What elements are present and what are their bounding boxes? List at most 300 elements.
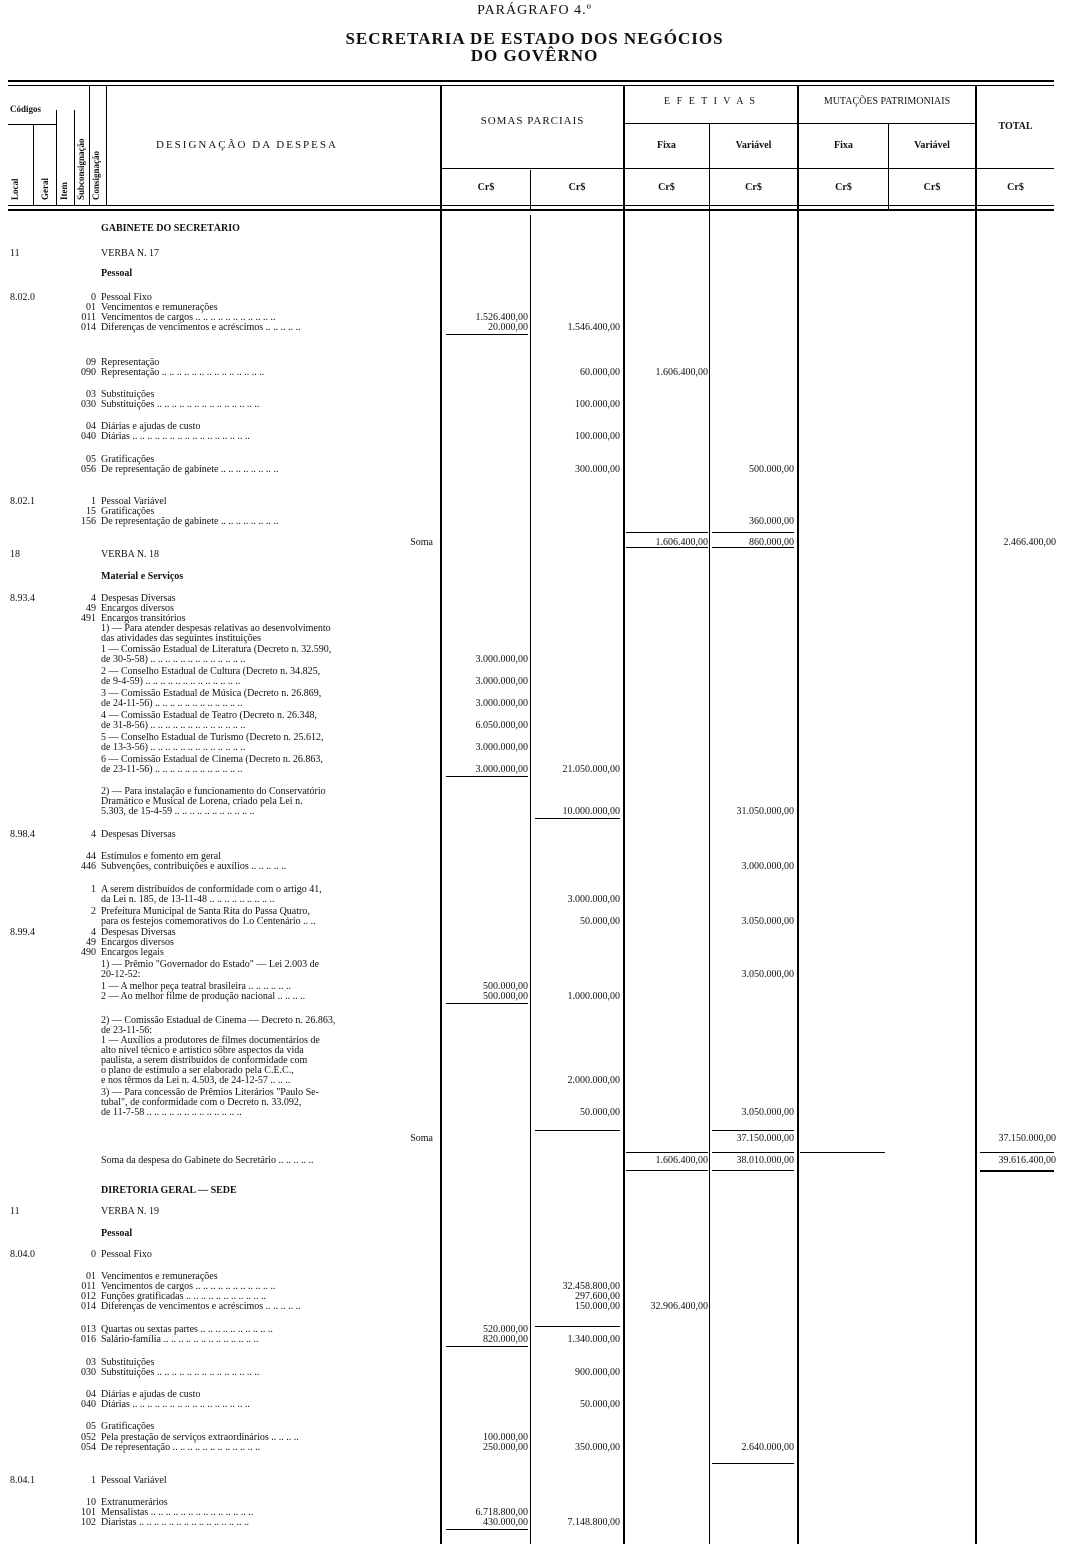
code-geral: 102 [81, 1517, 96, 1528]
code-geral: 016 [81, 1334, 96, 1345]
partial-sum-2: 10.000.000,00 [562, 806, 620, 817]
partial-sum-1: 20.000,00 [488, 322, 528, 333]
description: Despesas Diversas [101, 829, 176, 840]
mutacoes-sub-underline [799, 168, 975, 169]
code-local: 8.04.1 [10, 1475, 35, 1486]
code-local: 11 [10, 248, 20, 259]
partial-sum-2: 300.000,00 [575, 464, 620, 475]
budget-row [0, 916, 1069, 927]
description: 20-12-52: [101, 969, 141, 980]
total-label: TOTAL [998, 121, 1033, 132]
partial-sum-1: 3.000.000,00 [475, 654, 528, 665]
description: Diferenças de vencimentos e acréscimos .. .. .. .. .. [101, 1301, 301, 1312]
description: GABINETE DO SECRETÁRIO [101, 223, 240, 234]
description: Prefeitura Municipal de Santa Rita do Passa Quatro, [101, 906, 310, 917]
description: Extranumerários [101, 1497, 168, 1508]
partial-sum-2: 350.000,00 [575, 1442, 620, 1453]
efetivas-sub-underline [624, 168, 797, 169]
code-line-5 [106, 86, 107, 206]
sum-rule [446, 1529, 528, 1530]
budget-row [0, 1133, 1069, 1144]
budget-row [0, 367, 1069, 378]
description: das atividades das seguintes instituições [101, 633, 261, 644]
code-geral: 4 [91, 593, 96, 604]
budget-row [0, 1155, 1069, 1166]
description: VERBA N. 17 [101, 248, 160, 259]
code-geral: 03 [86, 389, 96, 400]
budget-row [0, 1206, 1069, 1217]
description: Gratificações [101, 454, 155, 465]
budget-row [0, 1517, 1069, 1528]
code-geral: 05 [86, 1421, 96, 1432]
description: 2) — Comissão Estadual de Cinema — Decreto n. 26.863, [101, 1015, 336, 1026]
sum-rule [712, 532, 794, 533]
description: Diárias e ajudas de custo [101, 1389, 201, 1400]
sum-rule [712, 1170, 794, 1171]
efetiva-variavel: 3.050.000,00 [741, 969, 794, 980]
code-local: 8.98.4 [10, 829, 35, 840]
code-geral: 030 [81, 399, 96, 410]
description: de 23-11-56: [101, 1025, 153, 1036]
description: De representação de gabinete .. .. .. .. .. .. .. .. [101, 464, 279, 475]
budget-row [0, 1228, 1069, 1239]
sum-rule [535, 818, 620, 819]
description: 1) — Prêmio "Governador do Estado" — Lei 2.003 de [101, 959, 320, 970]
description: de 24-11-56) .. .. .. .. .. .. .. .. .. .. .. .. [101, 698, 243, 709]
top-rule [8, 80, 1054, 82]
description: Diaristas .. .. .. .. .. .. .. .. .. .. .. .. .. .. .. [101, 1517, 250, 1528]
description: alto nível técnico e artístico sôbre aspectos da vida [101, 1045, 304, 1056]
description: de 30-5-58) .. .. .. .. .. .. .. .. .. .. .. .. .. [101, 654, 246, 665]
description: 2 — Conselho Estadual de Cultura (Decreto n. 34.825, [101, 666, 321, 677]
description: 1) — Para atender despesas relativas ao desenvolvimento [101, 623, 331, 634]
description: 6 — Comissão Estadual de Cinema (Decreto n. 26.863, [101, 754, 323, 765]
description: Representação .. .. .. .. .. .. .. .. .. .. .. .. .. .. [101, 367, 265, 378]
efetiva-fixa: 32.906.400,00 [650, 1301, 708, 1312]
sum-rule [535, 1130, 620, 1131]
description: Pela prestação de serviços extraordinários .. .. .. .. [101, 1432, 299, 1443]
description: 2) — Para instalação e funcionamento do Conservatório [101, 786, 326, 797]
description: Vencimentos de cargos .. .. .. .. .. .. .. .. .. .. .. [101, 312, 276, 323]
partial-sum-1: 500.000,00 [483, 991, 528, 1002]
efetiva-variavel: 500.000,00 [749, 464, 794, 475]
efetiva-variavel: 3.050.000,00 [741, 1107, 794, 1118]
description: Despesas Diversas [101, 593, 176, 604]
code-geral: 040 [81, 1399, 96, 1410]
sum-rule [626, 532, 708, 533]
description: Encargos transitórios [101, 613, 186, 624]
code-local: 8.99.4 [10, 927, 35, 938]
budget-row [0, 431, 1069, 442]
description: Diárias .. .. .. .. .. .. .. .. .. .. .. .. .. .. .. .. [101, 1399, 250, 1410]
description: Encargos legais [101, 947, 164, 958]
sum-rule [800, 1152, 885, 1153]
partial-sum-2: 50.000,00 [580, 1107, 620, 1118]
efetiva-variavel: 860.000,00 [749, 537, 794, 548]
code-geral: 040 [81, 431, 96, 442]
code-geral: 1 [91, 496, 96, 507]
code-geral: 2 [91, 906, 96, 917]
total-value: 39.616.400,00 [998, 1155, 1056, 1166]
description: Gratificações [101, 1421, 155, 1432]
budget-row [0, 1301, 1069, 1312]
description: de 11-7-58 .. .. .. .. .. .. .. .. .. .. .. .. .. [101, 1107, 242, 1118]
description: Mensalistas .. .. .. .. .. .. .. .. .. .. .. .. .. .. [101, 1507, 254, 1518]
code-geral: 03 [86, 1357, 96, 1368]
description: de 23-11-56) .. .. .. .. .. .. .. .. .. .. .. .. [101, 764, 243, 775]
page-title-line2: DO GOVÊRNO [470, 46, 599, 65]
partial-sum-1: 250.000,00 [483, 1442, 528, 1453]
code-geral: 1 [91, 1475, 96, 1486]
top-rule-thin [8, 85, 1054, 86]
budget-row [0, 1421, 1069, 1432]
page-title-line1: SECRETARIA DE ESTADO DOS NEGÓCIOS [345, 29, 724, 48]
description: Substituições .. .. .. .. .. .. .. .. .. .. .. .. .. .. [101, 1367, 260, 1378]
currency-ev: Cr$ [745, 182, 762, 193]
description: VERBA N. 19 [101, 1206, 160, 1217]
total-underline [977, 168, 1054, 169]
sum-rule [446, 776, 528, 777]
budget-row [0, 223, 1069, 234]
code-local: 11 [10, 1206, 20, 1217]
partial-sum-2: 3.000.000,00 [567, 894, 620, 905]
code-geral: 01 [86, 1271, 96, 1282]
budget-row [0, 1185, 1069, 1196]
code-geral: 052 [81, 1432, 96, 1443]
description: 1 — Comissão Estadual de Literatura (Decreto n. 32.590, [101, 644, 332, 655]
description: Soma [410, 537, 433, 548]
partial-sum-2: 32.458.800,00 [562, 1281, 620, 1292]
code-geral: 0 [91, 1249, 96, 1260]
code-geral: 014 [81, 1301, 96, 1312]
partial-sum-1: 3.000.000,00 [475, 676, 528, 687]
partial-sum-2: 50.000,00 [580, 916, 620, 927]
description: 5.303, de 15-4-59 .. .. .. .. .. .. .. .. .. .. .. [101, 806, 255, 817]
code-geral: 030 [81, 1367, 96, 1378]
description: 1 — A melhor peça teatral brasileira .. .. .. .. .. .. [101, 981, 291, 992]
budget-row [0, 894, 1069, 905]
total-value: 37.150.000,00 [998, 1133, 1056, 1144]
partial-sum-1: 520.000,00 [483, 1324, 528, 1335]
description: Estímulos e fomento em geral [101, 851, 221, 862]
code-geral: 090 [81, 367, 96, 378]
description: Pessoal [101, 268, 133, 279]
code-geral: 012 [81, 1291, 96, 1302]
budget-row [0, 1075, 1069, 1086]
budget-row [0, 1475, 1069, 1486]
description: 1 — Auxílios a produtores de filmes documentários de [101, 1035, 320, 1046]
efetivas-label: E F E T I V A S [664, 96, 757, 107]
description: Vencimentos e remunerações [101, 1271, 218, 1282]
code-local: 18 [10, 549, 20, 560]
description: Pessoal Fixo [101, 1249, 152, 1260]
description: Subvenções, contribuições e auxílios .. .. .. .. .. [101, 861, 287, 872]
budget-row [0, 1367, 1069, 1378]
description: de 13-3-56) .. .. .. .. .. .. .. .. .. .. .. .. .. [101, 742, 246, 753]
currency-p2: Cr$ [568, 182, 586, 193]
currency-mv: Cr$ [923, 182, 941, 193]
partial-sum-1: 500.000,00 [483, 981, 528, 992]
partial-sum-2: 1.340.000,00 [567, 1334, 620, 1345]
description: Substituições [101, 389, 155, 400]
partial-sum-2: 150.000,00 [575, 1301, 620, 1312]
description: da Lei n. 185, de 13-11-48 .. .. .. .. .. .. .. .. .. [101, 894, 275, 905]
description: de 31-8-56) .. .. .. .. .. .. .. .. .. .. .. .. .. [101, 720, 246, 731]
code-geral: 10 [86, 1497, 96, 1508]
description: Soma da despesa do Gabinete do Secretário .. .. .. .. .. [101, 1155, 314, 1166]
budget-row [0, 549, 1069, 560]
description: Pessoal Fixo [101, 292, 152, 303]
budget-row [0, 742, 1069, 753]
code-geral: 056 [81, 464, 96, 475]
somas-underline [442, 168, 623, 169]
description: De representação de gabinete .. .. .. .. .. .. .. .. [101, 516, 279, 527]
partial-sum-2: 100.000,00 [575, 399, 620, 410]
codigos-underline [8, 124, 56, 125]
efetiva-variavel: 37.150.000,00 [736, 1133, 794, 1144]
code-geral: 0 [91, 292, 96, 303]
efetivas-underline [624, 123, 797, 124]
budget-row [0, 991, 1069, 1002]
description: Quartas ou sextas partes .. .. .. .. .. .. .. .. .. .. [101, 1324, 273, 1335]
header-rule [8, 205, 1054, 206]
description: de 9-4-59) .. .. .. .. .. .. .. .. .. .. .. .. .. [101, 676, 241, 687]
sum-rule [980, 1152, 1054, 1153]
description: Pessoal Variável [101, 496, 167, 507]
code-geral: 49 [86, 937, 96, 948]
paragraph-heading: PARÁGRAFO 4.º [477, 3, 592, 18]
description: Pessoal [101, 1228, 133, 1239]
partial-sum-1: 6.718.800,00 [475, 1507, 528, 1518]
consignacao-label: Consignação [91, 150, 101, 200]
budget-row [0, 248, 1069, 259]
code-geral: 490 [81, 947, 96, 958]
code-line-2 [56, 110, 57, 206]
budget-row [0, 861, 1069, 872]
total-value: 2.466.400,00 [1003, 537, 1056, 548]
code-geral: 04 [86, 1389, 96, 1400]
sum-rule [980, 1170, 1054, 1172]
partial-sum-2: 297.600,00 [575, 1291, 620, 1302]
description: 3) — Para concessão de Prêmios Literários "Paulo Se- [101, 1087, 319, 1098]
code-geral: 4 [91, 927, 96, 938]
sum-rule [712, 1463, 794, 1464]
code-local: 8.93.4 [10, 593, 35, 604]
subconsignacao-label: Subconsignação [76, 138, 86, 200]
description: Substituições .. .. .. .. .. .. .. .. .. .. .. .. .. .. [101, 399, 260, 410]
efetiva-fixa: 1.606.400,00 [655, 537, 708, 548]
budget-row [0, 654, 1069, 665]
efetiva-variavel: 2.640.000,00 [741, 1442, 794, 1453]
code-local: 8.02.0 [10, 292, 35, 303]
partial-sum-1: 3.000.000,00 [475, 764, 528, 775]
code-geral: 09 [86, 357, 96, 368]
budget-row [0, 720, 1069, 731]
partial-sum-2: 1.000.000,00 [567, 991, 620, 1002]
partial-sum-1: 1.526.400,00 [475, 312, 528, 323]
partial-sum-1: 430.000,00 [483, 1517, 528, 1528]
description: Dramático e Musical de Lorena, criado pela Lei n. [101, 796, 303, 807]
code-geral: 04 [86, 421, 96, 432]
currency-total: Cr$ [1007, 182, 1024, 193]
mutacoes-label: MUTAÇÕES PATRIMONIAIS [823, 96, 951, 107]
budget-row [0, 1249, 1069, 1260]
description: VERBA N. 18 [101, 549, 160, 560]
description: Diárias .. .. .. .. .. .. .. .. .. .. .. .. .. .. .. .. [101, 431, 250, 442]
mutacoes-underline [799, 123, 975, 124]
budget-row [0, 399, 1069, 410]
budget-row [0, 1334, 1069, 1345]
budget-row [0, 676, 1069, 687]
geral-label: Geral [40, 178, 50, 200]
budget-row [0, 698, 1069, 709]
description: Substituições [101, 1357, 155, 1368]
code-geral: 1 [91, 884, 96, 895]
partial-sum-2: 50.000,00 [580, 1399, 620, 1410]
budget-row [0, 464, 1069, 475]
budget-row [0, 829, 1069, 840]
budget-row [0, 516, 1069, 527]
budget-row [0, 322, 1069, 333]
partial-sum-2: 1.546.400,00 [567, 322, 620, 333]
code-geral: 011 [81, 1281, 96, 1292]
partial-sum-2: 7.148.800,00 [567, 1517, 620, 1528]
partial-sum-1: 6.050.000,00 [475, 720, 528, 731]
partial-sum-1: 100.000,00 [483, 1432, 528, 1443]
sum-rule [626, 1152, 708, 1153]
efetivas-fixa-label: Fixa [657, 140, 676, 151]
description: tubal", de conformidade com o Decreto n. 33.092, [101, 1097, 302, 1108]
budget-row [0, 1442, 1069, 1453]
budget-row [0, 806, 1069, 817]
description: paulista, a serem distribuídos de conformidade com [101, 1055, 308, 1066]
designacao-label: DESIGNAÇÃO DA DESPESA [156, 139, 338, 151]
description: Vencimentos e remunerações [101, 302, 218, 313]
description: 4 — Comissão Estadual de Teatro (Decreto n. 26.348, [101, 710, 318, 721]
sum-rule [626, 1170, 708, 1171]
description: o plano de estímulo a ser elaborado pela C.E.C., [101, 1065, 294, 1076]
partial-sum-2: 900.000,00 [575, 1367, 620, 1378]
budget-row [0, 947, 1069, 958]
sum-rule [712, 1130, 794, 1131]
efetiva-variavel: 3.000.000,00 [741, 861, 794, 872]
description: DIRETORIA GERAL — SEDE [101, 1185, 237, 1196]
efetiva-variavel: 3.050.000,00 [741, 916, 794, 927]
sum-rule [446, 1346, 528, 1347]
currency-ef: Cr$ [658, 182, 675, 193]
sum-rule [446, 1003, 528, 1004]
budget-row [0, 764, 1069, 775]
description: Representação [101, 357, 160, 368]
description: e nos têrmos da Lei n. 4.503, de 24-12-57 .. .. .. [101, 1075, 291, 1086]
budget-row [0, 969, 1069, 980]
description: Vencimentos de cargos .. .. .. .. .. .. .. .. .. .. .. [101, 1281, 276, 1292]
description: 2 — Ao melhor filme de produção nacional .. .. .. .. [101, 991, 306, 1002]
somas-parciais-label: SOMAS PARCIAIS [480, 115, 585, 127]
description: A serem distribuídos de conformidade com o artigo 41, [101, 884, 322, 895]
efetiva-fixa: 1.606.400,00 [655, 1155, 708, 1166]
code-local: 8.04.0 [10, 1249, 35, 1260]
description: Pessoal Variável [101, 1475, 167, 1486]
currency-mf: Cr$ [835, 182, 852, 193]
code-geral: 05 [86, 454, 96, 465]
code-geral: 013 [81, 1324, 96, 1335]
partial-sum-2: 100.000,00 [575, 431, 620, 442]
item-label: Item [59, 182, 69, 200]
code-local: 8.02.1 [10, 496, 35, 507]
codigos-label: Códigos [10, 104, 42, 114]
code-geral: 491 [81, 613, 96, 624]
code-geral: 014 [81, 322, 96, 333]
description: 5 — Conselho Estadual de Turismo (Decreto n. 25.612, [101, 732, 324, 743]
efetivas-variavel-label: Variável [735, 140, 772, 151]
partial-sum-1: 3.000.000,00 [475, 742, 528, 753]
efetiva-fixa: 1.606.400,00 [655, 367, 708, 378]
partial-sum-2: 60.000,00 [580, 367, 620, 378]
description: para os festejos comemorativos do 1.o Centenário .. .. [101, 916, 316, 927]
description: Material e Serviços [101, 571, 184, 582]
description: Despesas Diversas [101, 927, 176, 938]
description: Gratificações [101, 506, 155, 517]
currency-p1: Cr$ [477, 182, 495, 193]
efetiva-variavel: 360.000,00 [749, 516, 794, 527]
code-geral: 054 [81, 1442, 96, 1453]
efetiva-variavel: 31.050.000,00 [736, 806, 794, 817]
code-geral: 01 [86, 302, 96, 313]
page-title [0, 30, 1069, 64]
col-line-mf [888, 124, 889, 210]
code-geral: 101 [81, 1507, 96, 1518]
code-line-3 [74, 110, 75, 206]
sum-rule [446, 334, 528, 335]
sum-rule [712, 1152, 794, 1153]
code-geral: 15 [86, 506, 96, 517]
description: Salário-família .. .. .. .. .. .. .. .. .. .. .. .. .. [101, 1334, 259, 1345]
mutacoes-fixa-label: Fixa [834, 140, 853, 151]
efetiva-variavel: 38.010.000,00 [736, 1155, 794, 1166]
description: Diárias e ajudas de custo [101, 421, 201, 432]
code-line-1 [33, 124, 34, 206]
budget-row [0, 537, 1069, 548]
description: Funções gratificadas .. .. .. .. .. .. .. .. .. .. .. [101, 1291, 266, 1302]
code-geral: 446 [81, 861, 96, 872]
partial-sum-1: 820.000,00 [483, 1334, 528, 1345]
description: Soma [410, 1133, 433, 1144]
partial-sum-2: 21.050.000,00 [562, 764, 620, 775]
description: Encargos diversos [101, 937, 174, 948]
code-geral: 49 [86, 603, 96, 614]
hdr-spacer [441, 170, 442, 171]
budget-row [0, 268, 1069, 279]
budget-row [0, 1107, 1069, 1118]
local-label: Local [10, 178, 20, 200]
description: Diferenças de vencimentos e acréscimos .. .. .. .. .. [101, 322, 301, 333]
description: Encargos diversos [101, 603, 174, 614]
code-geral: 156 [81, 516, 96, 527]
budget-row [0, 1399, 1069, 1410]
code-geral: 011 [81, 312, 96, 323]
code-line-4 [89, 86, 90, 206]
mutacoes-variavel-label: Variável [914, 140, 950, 151]
budget-row [0, 571, 1069, 582]
header-rule-thick [8, 209, 1054, 211]
description: 3 — Comissão Estadual de Música (Decreto n. 26.869, [101, 688, 322, 699]
partial-sum-2: 2.000.000,00 [567, 1075, 620, 1086]
description: De representação .. .. .. .. .. .. .. .. .. .. .. .. [101, 1442, 261, 1453]
partial-sum-1: 3.000.000,00 [475, 698, 528, 709]
budget-row [0, 633, 1069, 644]
code-geral: 4 [91, 829, 96, 840]
